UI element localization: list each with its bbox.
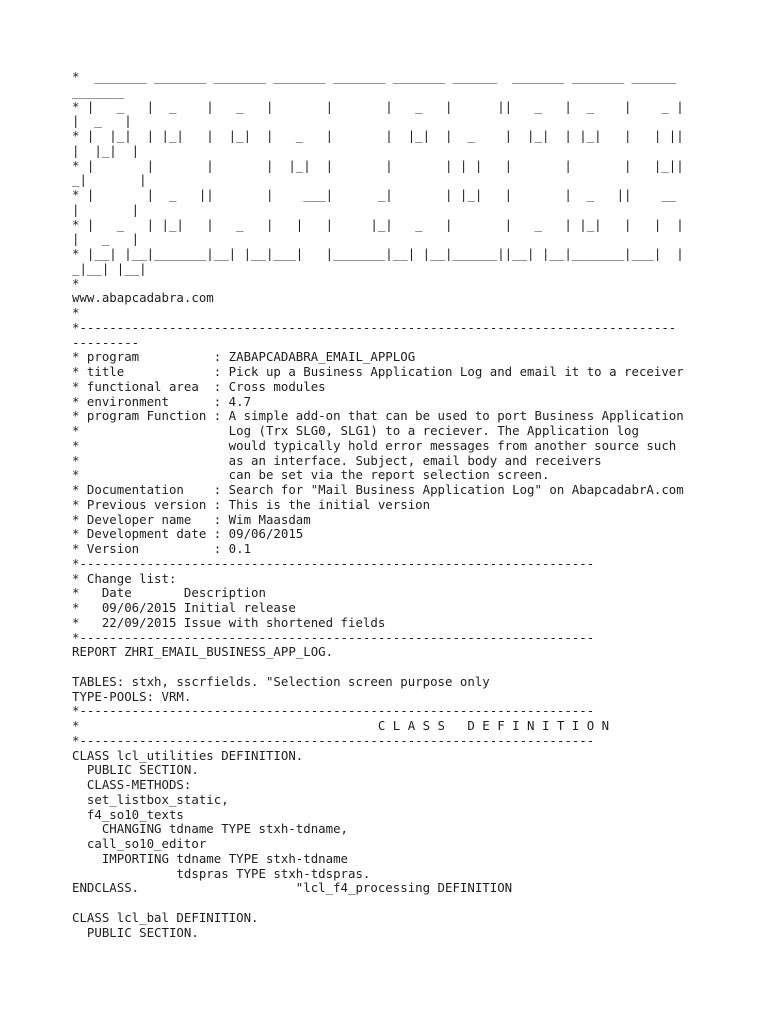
code-line: * 22/09/2015 Issue with shortened fields <box>72 614 386 630</box>
code-line: | _ | <box>72 113 132 129</box>
code-line: * | | | | |_| | | | | | | | | |_|| <box>72 157 684 173</box>
code-line: _______ <box>72 83 125 99</box>
code-line: * Developer name : Wim Maasdam <box>72 511 311 527</box>
code-line: * Change list: <box>72 570 177 586</box>
code-line: | |_| | <box>72 142 140 158</box>
code-line: * program Function : A simple add-on that can be used to port Business Application <box>72 408 684 424</box>
code-line: *--------------------------------------------------------------------- <box>72 555 595 571</box>
code-line: * | _ | |_| | _ | | | |_| _ | | _ | |_| | | | <box>72 216 684 232</box>
code-line: _| | <box>72 172 147 188</box>
code-line: * Version : 0.1 <box>72 541 252 556</box>
code-line: set_listbox_static, <box>72 791 229 807</box>
code-line: * program : ZABAPCADABRA_EMAIL_APPLOG <box>72 349 416 365</box>
code-line: * functional area : Cross modules <box>72 378 326 394</box>
code-line: CLASS-METHODS: <box>72 777 192 792</box>
code-line: tdspras TYPE stxh-tdspras. <box>72 865 371 881</box>
code-line: *-------------------------------------------------------------------------------- <box>72 319 677 335</box>
code-line: ENDCLASS. "lcl_f4_processing DEFINITION <box>72 880 513 896</box>
code-line: * Documentation : Search for "Mail Business Application Log" on AbapcadabrA.com <box>72 482 684 497</box>
code-line: * <box>72 305 80 320</box>
code-line: CLASS lcl_utilities DEFINITION. <box>72 747 304 763</box>
code-line: * | | _ || | ___| _| | |_| | | _ || __ <box>72 187 677 202</box>
code-line: * Date Description <box>72 585 266 601</box>
code-line: | | <box>72 201 140 217</box>
code-line: * |__| |__|_______|__| |__|___| |_______|__| |__|______||__| |__|_______|___| | <box>72 246 684 261</box>
code-line: PUBLIC SECTION. <box>72 762 199 778</box>
code-line: * C L A S S D E F I N I T I O N <box>72 718 610 733</box>
code-line: TYPE-POOLS: VRM. <box>72 688 192 704</box>
code-line: | _ | <box>72 231 140 247</box>
code-line: * _______ _______ _______ _______ _______ _______ ______ _______ _______ ______ <box>72 69 677 84</box>
code-line: REPORT ZHRI_EMAIL_BUSINESS_APP_LOG. <box>72 644 334 660</box>
code-line: * Development date : 09/06/2015 <box>72 526 304 542</box>
code-line: www.abapcadabra.com <box>72 290 214 306</box>
code-line <box>72 660 712 675</box>
code-line: * | _ | _ | _ | | | _ | || _ | _ | _ | <box>72 98 684 114</box>
code-line: * as an interface. Subject, email body and receivers <box>72 452 602 468</box>
code-line <box>72 896 712 911</box>
code-line: * Previous version : This is the initial version <box>72 496 431 512</box>
code-line: CLASS lcl_bal DEFINITION. <box>72 909 259 925</box>
code-line: TABLES: stxh, sscrfields. "Selection screen purpose only <box>72 673 490 689</box>
code-listing <box>72 70 712 940</box>
code-line: CHANGING tdname TYPE stxh-tdname, <box>72 821 349 837</box>
code-line: f4_so10_texts <box>72 806 184 822</box>
code-line: *--------------------------------------------------------------------- <box>72 629 595 645</box>
code-line: * | |_| | |_| | |_| | _ | | |_| | _ | |_| | |_| | | || <box>72 128 684 143</box>
code-line: * Log (Trx SLG0, SLG1) to a reciever. The Application log <box>72 423 639 438</box>
code-line: * environment : 4.7 <box>72 393 252 409</box>
code-line: * can be set via the report selection screen. <box>72 467 550 483</box>
code-line: * 09/06/2015 Initial release <box>72 600 296 615</box>
code-line: call_so10_editor <box>72 836 207 851</box>
code-line: *--------------------------------------------------------------------- <box>72 703 595 719</box>
code-line: * <box>72 275 80 291</box>
code-line: IMPORTING tdname TYPE stxh-tdname <box>72 850 349 866</box>
code-line: * would typically hold error messages from another source such <box>72 437 677 453</box>
code-line: _|__| |__| <box>72 260 147 276</box>
code-line: --------- <box>72 334 140 350</box>
code-line: PUBLIC SECTION. <box>72 924 199 940</box>
code-line: * title : Pick up a Business Application Log and email it to a receiver <box>72 364 684 379</box>
code-line: *--------------------------------------------------------------------- <box>72 732 595 748</box>
